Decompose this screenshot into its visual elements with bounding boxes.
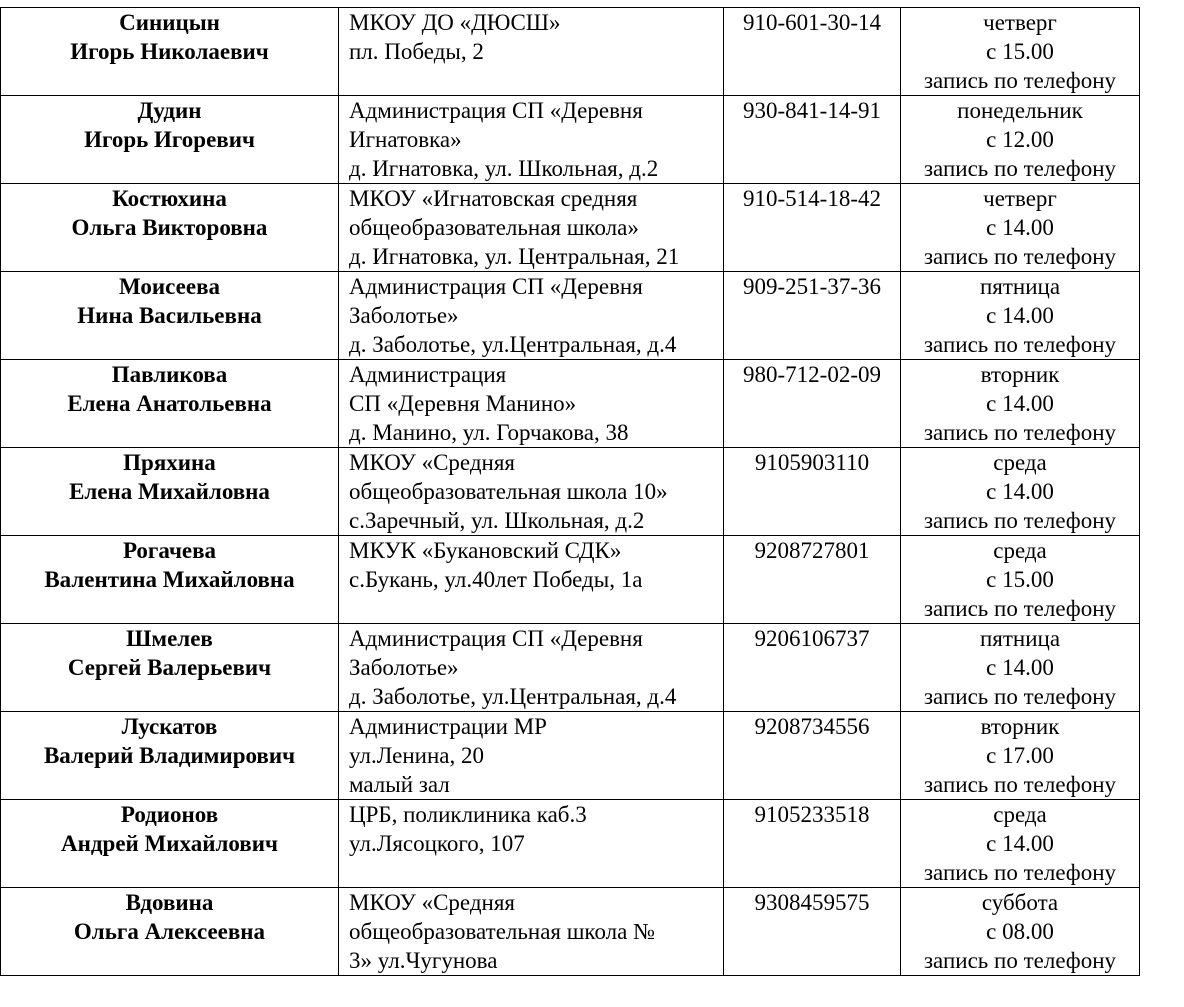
reception-place-line: МКОУ «Средняя xyxy=(349,890,515,915)
reception-time-line: запись по телефону xyxy=(923,684,1117,709)
reception-place-line: малый зал xyxy=(349,772,450,797)
reception-place-line: Заболотье» xyxy=(349,303,459,328)
reception-time-line: запись по телефону xyxy=(923,332,1117,357)
reception-place-cell xyxy=(339,184,724,272)
reception-place-line: д. Заболотье, ул.Центральная, д.4 xyxy=(349,332,677,357)
reception-place-line: МКУК «Букановский СДК» xyxy=(349,538,622,563)
phone-number: 9105233518 xyxy=(754,802,870,827)
deputy-name-line: Дудин xyxy=(137,98,202,123)
reception-time-line: пятница xyxy=(979,274,1061,299)
reception-time-line: с 08.00 xyxy=(986,919,1054,944)
deputy-name-cell xyxy=(1,888,339,976)
deputy-name-line: Вдовина xyxy=(125,890,214,915)
reception-time-cell xyxy=(901,536,1140,624)
reception-place-line: МКОУ ДО «ДЮСШ» xyxy=(349,10,561,35)
reception-time-line: среда xyxy=(993,802,1047,827)
deputy-name-line: Сергей Валерьевич xyxy=(67,655,272,680)
reception-time-cell xyxy=(901,360,1140,448)
table-row xyxy=(1,184,1140,272)
reception-time-line: вторник xyxy=(980,714,1060,739)
deputy-name-line: Моисеева xyxy=(119,274,220,299)
deputy-name-line: Павликова xyxy=(111,362,228,387)
deputy-name-line: Игорь Игоревич xyxy=(84,127,255,152)
phone-cell xyxy=(724,184,901,272)
table-row xyxy=(1,360,1140,448)
reception-place-line: МКОУ «Игнатовская средняя xyxy=(349,186,638,211)
reception-place-line: д. Игнатовка, ул. Школьная, д.2 xyxy=(349,156,659,181)
reception-time-line: запись по телефону xyxy=(923,860,1117,885)
deputy-name-line: Валерий Владимирович xyxy=(43,743,296,768)
phone-number: 910-601-30-14 xyxy=(743,10,881,35)
reception-place-line: Администрации МР xyxy=(349,714,547,739)
reception-place-line: Администрация СП «Деревня xyxy=(349,274,643,299)
reception-time-cell xyxy=(901,184,1140,272)
table-row xyxy=(1,536,1140,624)
reception-place-cell xyxy=(339,536,724,624)
deputy-name-line: Родионов xyxy=(120,802,219,827)
deputy-name-line: Лускатов xyxy=(121,714,218,739)
reception-time-line: с 15.00 xyxy=(986,567,1054,592)
deputy-name-line: Костюхина xyxy=(112,186,227,211)
deputy-name-cell xyxy=(1,272,339,360)
deputy-name-line: Валентина Михайловна xyxy=(44,567,295,592)
reception-time-line: пятница xyxy=(979,626,1061,651)
reception-time-line: запись по телефону xyxy=(923,244,1117,269)
phone-cell xyxy=(724,624,901,712)
reception-place-cell xyxy=(339,360,724,448)
deputy-name-line: Шмелев xyxy=(126,626,213,651)
reception-place-line: пл. Победы, 2 xyxy=(349,39,484,64)
table-row xyxy=(1,448,1140,536)
phone-number: 9208734556 xyxy=(754,714,870,739)
deputy-name-cell xyxy=(1,360,339,448)
phone-number: 9206106737 xyxy=(754,626,870,651)
deputy-name-cell xyxy=(1,8,339,96)
phone-cell xyxy=(724,448,901,536)
deputy-name-cell xyxy=(1,800,339,888)
deputy-name-line: Рогачева xyxy=(122,538,217,563)
reception-time-line: с 17.00 xyxy=(986,743,1054,768)
phone-number: 9105903110 xyxy=(754,450,870,475)
deputy-name-line: Нина Васильевна xyxy=(77,303,262,328)
reception-place-line: 3» ул.Чугунова xyxy=(349,948,498,973)
reception-place-line: Администрация xyxy=(349,362,507,387)
reception-place-line: СП «Деревня Манино» xyxy=(349,391,577,416)
reception-time-line: четверг xyxy=(983,10,1057,35)
phone-number: 909-251-37-36 xyxy=(743,274,881,299)
deputy-name-cell xyxy=(1,96,339,184)
table-row xyxy=(1,96,1140,184)
reception-time-line: с 14.00 xyxy=(986,303,1054,328)
phone-cell xyxy=(724,888,901,976)
reception-place-line: Администрация СП «Деревня xyxy=(349,98,643,123)
deputy-name-line: Елена Анатольевна xyxy=(67,391,272,416)
reception-place-cell xyxy=(339,712,724,800)
reception-place-cell xyxy=(339,8,724,96)
deputy-name-line: Елена Михайловна xyxy=(69,479,270,504)
reception-time-line: с 14.00 xyxy=(986,391,1054,416)
reception-time-line: запись по телефону xyxy=(923,772,1117,797)
table-row xyxy=(1,272,1140,360)
table-row xyxy=(1,624,1140,712)
reception-time-cell xyxy=(901,624,1140,712)
deputy-name-line: Андрей Михайлович xyxy=(61,831,278,856)
reception-time-cell xyxy=(901,888,1140,976)
reception-place-line: с.Букань, ул.40лет Победы, 1а xyxy=(349,567,643,592)
reception-place-cell xyxy=(339,888,724,976)
phone-number: 9308459575 xyxy=(754,890,870,915)
reception-time-line: среда xyxy=(993,538,1047,563)
deputy-name-cell xyxy=(1,536,339,624)
reception-time-line: понедельник xyxy=(957,98,1083,123)
phone-cell xyxy=(724,8,901,96)
reception-place-line: ул.Ленина, 20 xyxy=(349,743,485,768)
phone-cell xyxy=(724,360,901,448)
reception-time-cell xyxy=(901,448,1140,536)
reception-time-line: с 14.00 xyxy=(986,831,1054,856)
reception-place-line: д. Заболотье, ул.Центральная, д.4 xyxy=(349,684,677,709)
reception-place-line: общеобразовательная школа № xyxy=(349,919,656,944)
reception-time-line: среда xyxy=(993,450,1047,475)
reception-place-line: д. Манино, ул. Горчакова, 38 xyxy=(349,420,629,445)
reception-time-line: с 14.00 xyxy=(986,479,1054,504)
reception-time-line: запись по телефону xyxy=(923,68,1117,93)
reception-time-cell xyxy=(901,712,1140,800)
table-row xyxy=(1,800,1140,888)
table-row xyxy=(1,888,1140,976)
phone-number: 930-841-14-91 xyxy=(743,98,881,123)
reception-time-line: запись по телефону xyxy=(923,420,1117,445)
reception-place-line: д. Игнатовка, ул. Центральная, 21 xyxy=(349,244,680,269)
reception-place-line: общеобразовательная школа» xyxy=(349,215,639,240)
reception-place-line: Заболотье» xyxy=(349,655,459,680)
deputy-name-cell xyxy=(1,712,339,800)
reception-time-line: с 14.00 xyxy=(986,655,1054,680)
phone-number: 910-514-18-42 xyxy=(743,186,881,211)
deputy-name-cell xyxy=(1,448,339,536)
reception-place-line: Игнатовка» xyxy=(349,127,462,152)
deputy-name-cell xyxy=(1,184,339,272)
reception-time-cell xyxy=(901,272,1140,360)
reception-time-cell xyxy=(901,96,1140,184)
reception-time-line: четверг xyxy=(983,186,1057,211)
reception-place-cell xyxy=(339,624,724,712)
phone-number: 980-712-02-09 xyxy=(743,362,881,387)
phone-number: 9208727801 xyxy=(754,538,870,563)
reception-time-line: с 14.00 xyxy=(986,215,1054,240)
reception-time-line: суббота xyxy=(981,890,1059,915)
reception-place-line: ЦРБ, поликлиника каб.3 xyxy=(349,802,587,827)
phone-cell xyxy=(724,96,901,184)
reception-place-cell xyxy=(339,448,724,536)
phone-cell xyxy=(724,272,901,360)
reception-place-line: Администрация СП «Деревня xyxy=(349,626,643,651)
reception-time-cell xyxy=(901,800,1140,888)
reception-place-cell xyxy=(339,800,724,888)
deputy-name-line: Ольга Алексеевна xyxy=(73,919,266,944)
deputy-name-line: Синицын xyxy=(119,10,220,35)
deputy-name-cell xyxy=(1,624,339,712)
reception-place-cell xyxy=(339,272,724,360)
reception-time-line: запись по телефону xyxy=(923,596,1117,621)
phone-cell xyxy=(724,712,901,800)
reception-time-line: запись по телефону xyxy=(923,508,1117,533)
reception-time-cell xyxy=(901,8,1140,96)
table-row xyxy=(1,712,1140,800)
phone-cell xyxy=(724,536,901,624)
reception-time-line: запись по телефону xyxy=(923,948,1117,973)
reception-time-line: с 15.00 xyxy=(986,39,1054,64)
reception-place-cell xyxy=(339,96,724,184)
table-row xyxy=(1,8,1140,96)
deputy-name-line: Игорь Николаевич xyxy=(70,39,269,64)
reception-time-line: запись по телефону xyxy=(923,156,1117,181)
reception-place-line: МКОУ «Средняя xyxy=(349,450,515,475)
reception-schedule-table xyxy=(0,7,1140,976)
reception-place-line: ул.Лясоцкого, 107 xyxy=(349,831,525,856)
reception-place-line: с.Заречный, ул. Школьная, д.2 xyxy=(349,508,645,533)
reception-time-line: с 12.00 xyxy=(986,127,1054,152)
deputy-name-line: Ольга Викторовна xyxy=(71,215,268,240)
table-body xyxy=(1,8,1140,976)
phone-cell xyxy=(724,800,901,888)
reception-place-line: общеобразовательная школа 10» xyxy=(349,479,668,504)
deputy-name-line: Пряхина xyxy=(123,450,216,475)
reception-time-line: вторник xyxy=(980,362,1060,387)
